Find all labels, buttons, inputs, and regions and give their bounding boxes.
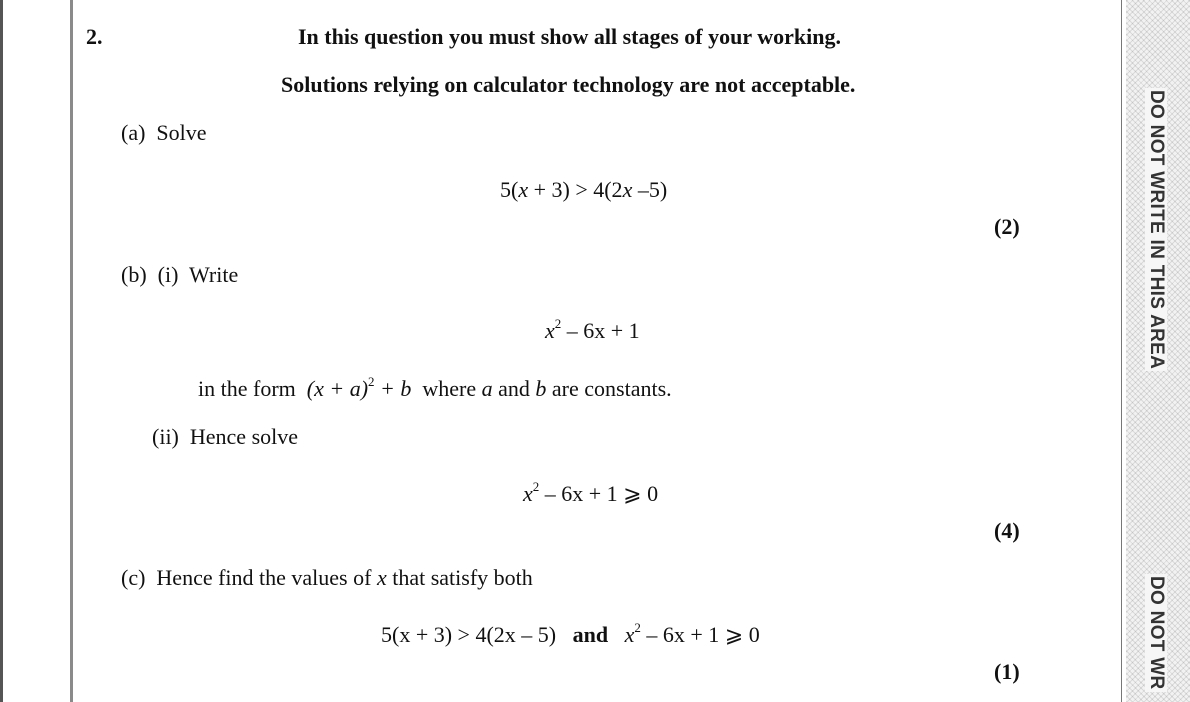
instruction-working: In this question you must show all stages of your working. bbox=[298, 24, 841, 49]
part-b-i-prompt-text: Write bbox=[189, 262, 239, 287]
margin-warning-2: DO NOT WR bbox=[1146, 576, 1167, 690]
question-number: 2. bbox=[86, 24, 103, 49]
margin-warning-1: DO NOT WRITE IN THIS AREA bbox=[1146, 90, 1167, 370]
page-right-border bbox=[1121, 0, 1122, 702]
part-c-marks: (1) bbox=[994, 659, 1020, 684]
part-c-expr-2: $x^2 - 6x + 1$ ⩾ 0 bbox=[624, 620, 760, 647]
page-left-border bbox=[70, 0, 73, 702]
part-a-inequality: 5(x + 3) > 4(2x –5) bbox=[500, 177, 668, 202]
part-a-marks: (2) bbox=[994, 214, 1020, 239]
part-c-prompt: (c) Hence find the values of x that satisfy both bbox=[121, 565, 533, 590]
part-b-ii-label: (ii) bbox=[152, 424, 179, 449]
part-b-expression: $x^2 - 6x + 1$ bbox=[545, 316, 640, 343]
part-a-prompt bbox=[121, 120, 207, 146]
part-a-prompt-text: Solve bbox=[156, 120, 207, 145]
part-b-form-sentence: in the form $(x + a)^2 + b$ where a and b are constants. bbox=[198, 374, 672, 401]
part-c-label: (c) bbox=[121, 565, 146, 590]
part-b-i-label: (i) bbox=[157, 262, 179, 287]
part-c-inequalities bbox=[381, 622, 760, 648]
part-c-and: and bbox=[572, 622, 609, 647]
instruction-calculator: Solutions relying on calculator technology are not acceptable. bbox=[281, 72, 856, 97]
part-a-label: (a) bbox=[121, 120, 146, 145]
left-edge-bar bbox=[0, 0, 3, 702]
part-b-marks: (4) bbox=[994, 518, 1020, 543]
part-c-expr-1: 5(x + 3) > 4(2x – 5) bbox=[381, 622, 557, 647]
part-b-ii-prompt-text: Hence solve bbox=[189, 424, 299, 449]
part-b-ii-prompt bbox=[152, 424, 298, 450]
part-b-i-prompt bbox=[121, 262, 238, 288]
part-b-label: (b) bbox=[121, 262, 147, 287]
part-b-ii-inequality: $x^2 - 6x + 1$ ⩾ 0 bbox=[523, 479, 659, 506]
